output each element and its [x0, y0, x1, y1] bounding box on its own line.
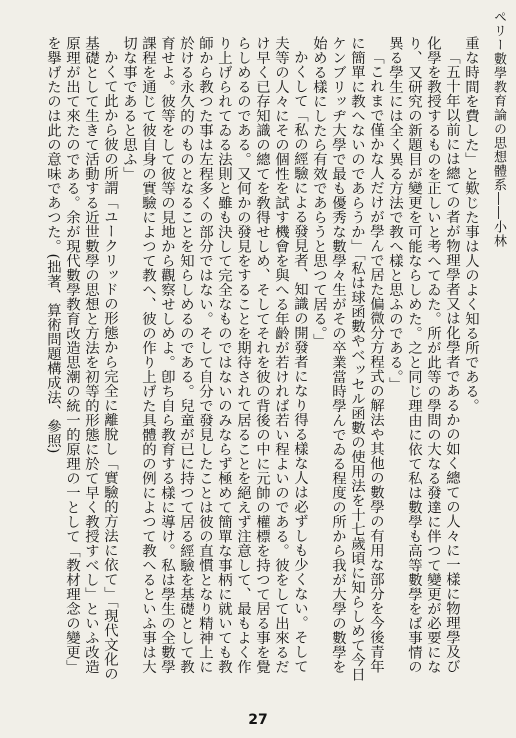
- paragraph: 重な時間を費した」と歎じた事は人のよく知る所である。: [463, 36, 479, 413]
- body-text: [12, 36, 480, 686]
- running-header: ペリー數學教育論の思想體系――小林: [491, 10, 506, 248]
- paragraph: 「五十年以前には總ての者が物理學者又は化學者であるかの如く總ての人々に一樣に物理學及び化學を教授するものを正しいと考へてゐた。所が此等の學問の大なる發達に伴つて變更が必要になり、又研究の新題目が變更を可能ならしめた。之と同じ理由に依て私は數學も高等數學をば事情の異る學生には全く異る方法で教へ樣と思ふのである。」: [387, 36, 460, 674]
- paragraph: 「これまで僅かな人だけが學んで居た偏微分方程式の解法や其他の數學の有用な部分を今後青年に簡單に教へないのであらうか」「私は球函數やベッセル函數の使用法を十七歲頃に知らしめて今日ケンブリッヂ大學で最も優秀な數學々生がその卒業當時學んでゐる程度の所から我が大學の數學を始める樣にしたら有效であらうと思つて居る。」: [311, 36, 384, 682]
- paragraph: かくて此から彼の所謂「ユークリッドの形態から完全に離脫し「實驗的方法に依て」「現代文化の基礎として生きて活動する近世數學の思想と方法を初等的形態に於て早く教授すべし」といふ改造原理が出て來たのである。余が現代數學教育改造思潮の統一的原理の一として「教材理念の變更」を擧げたのは此の意味であつた。(拙著、算術問題構成法、參照): [45, 36, 118, 682]
- paragraph: かくして「私の經驗による發見者、知識の開發者になり得る樣な人は必ずしも少くない。そして夫等の人々にその個性を試す機會を與へる年齡が若ければ若い程よいのである。彼をして出來るだけ早く已存知識の總てを敎得せしめ、そしてそれを彼の背後の中に元帥の權標を持つて居る事を覺らしめるのである。又何かの發見をすることを期待されて居ることを絕えず注意して、最もよく作り上げられてゐる法則と雖も決して完全なものではないのみならず極めて簡單な事柄に就いても教師から教つた事は左程多くの部分ではない。そして自分で發見したことは彼の直慣となり精神上に於ける永久的のものとなることを知らしめるのである。兒童が已に持つて居る經驗を基礎として教育せよ。彼等をして彼等の見地から觀察せしめよ。卽ち自ら教育する樣に導け。私は學生の全數學課程を通じて彼自身の實驗によつて教へ、彼の作り上げた具體的の例によつて教へるといふ事は大切な事であると思ふ」: [121, 36, 308, 674]
- page-number: 27: [248, 712, 268, 728]
